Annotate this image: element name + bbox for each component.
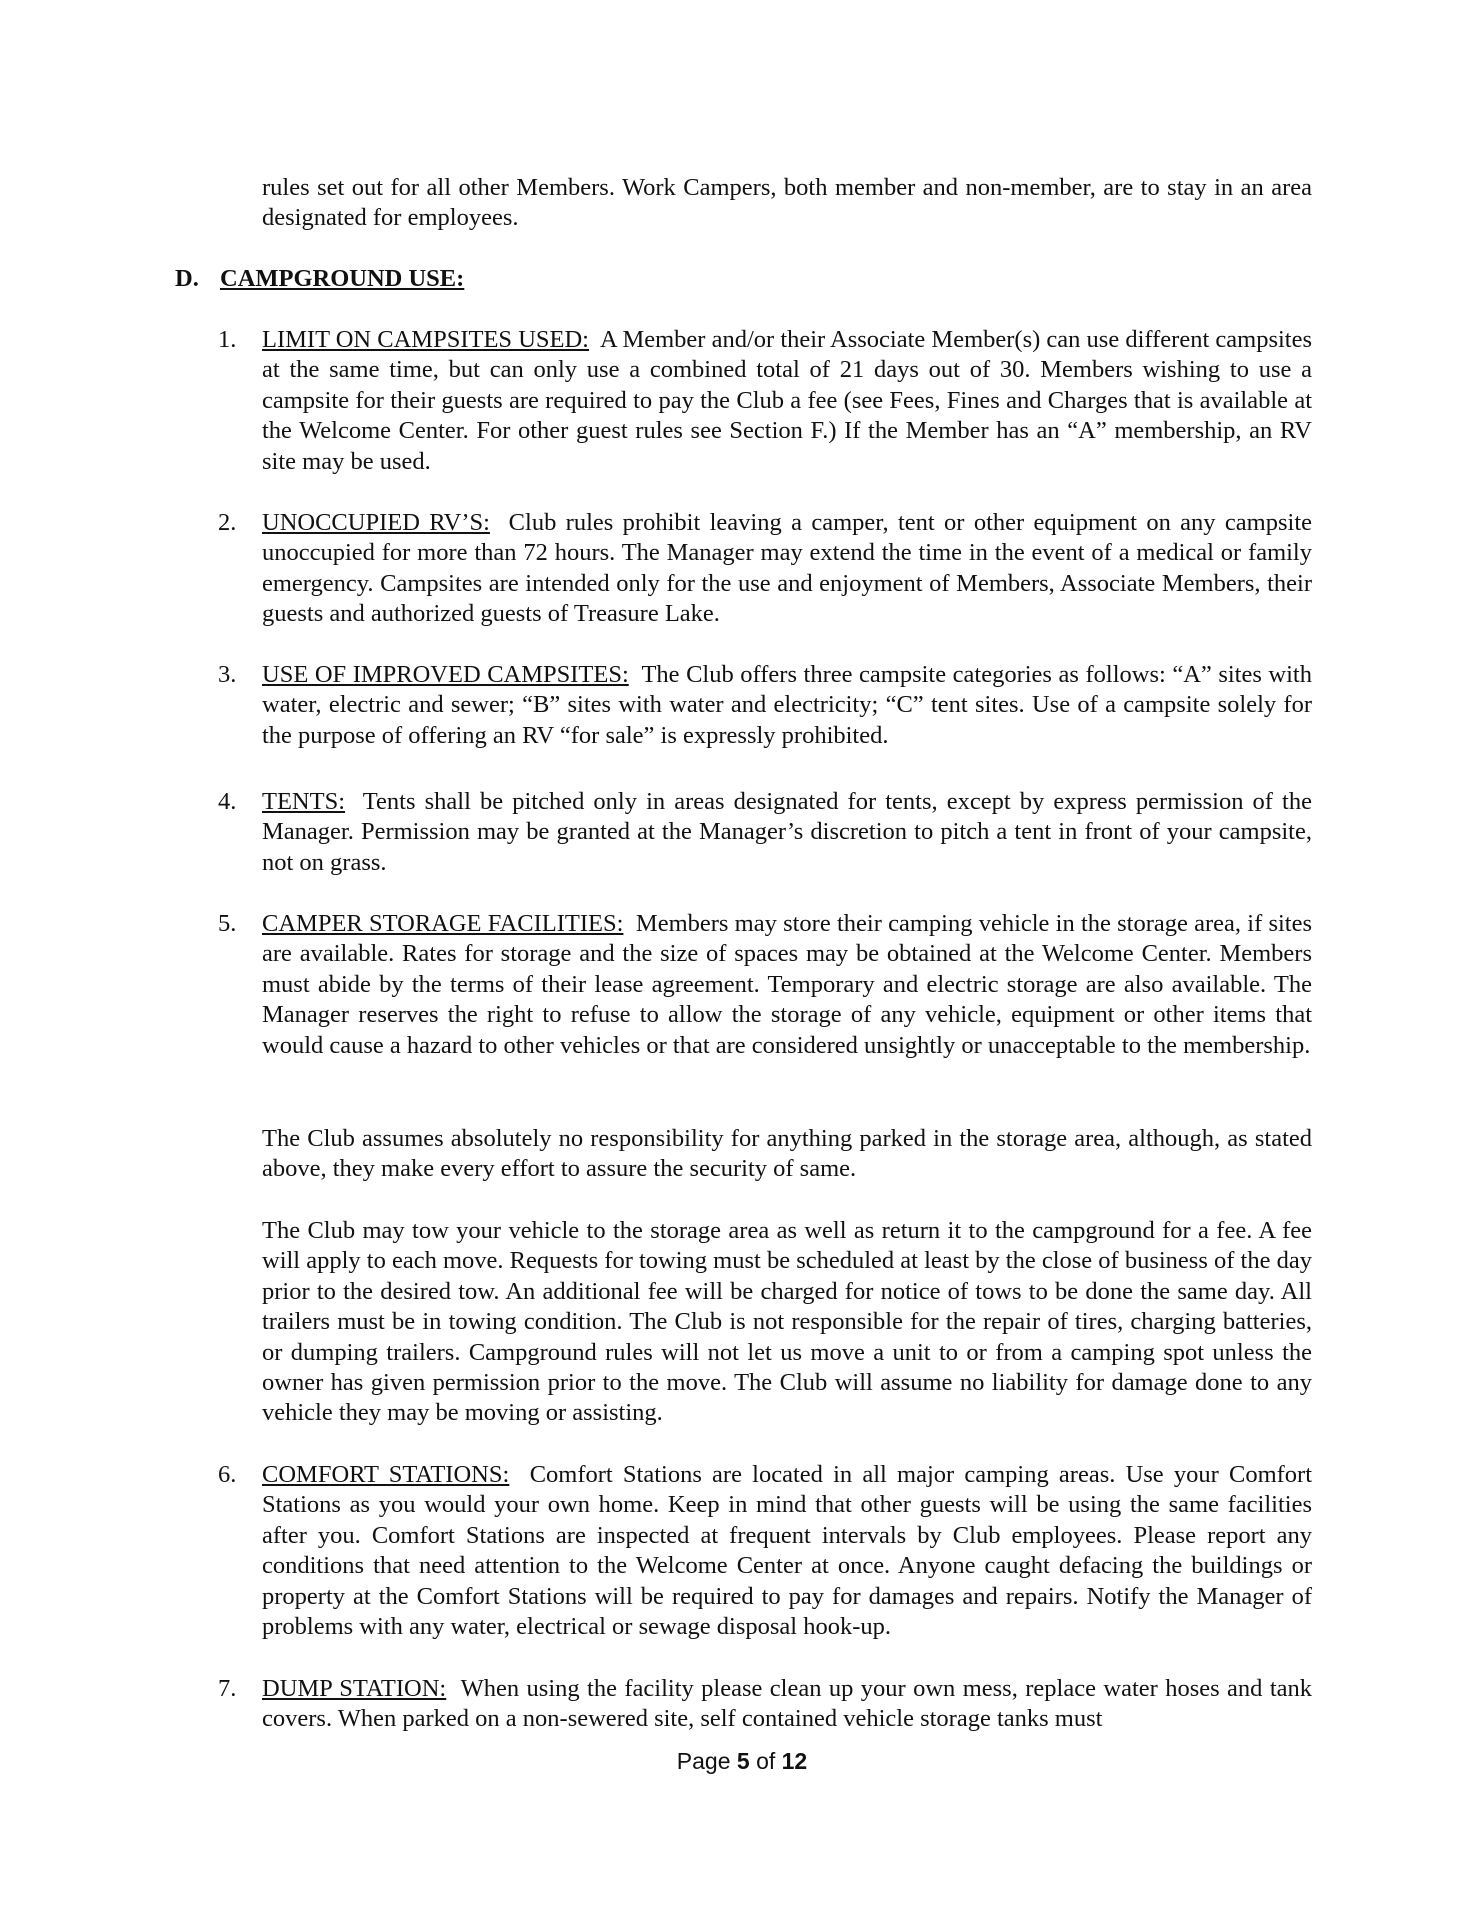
item-label: COMFORT STATIONS: bbox=[262, 1461, 510, 1488]
total-pages: 12 bbox=[781, 1748, 808, 1774]
item-label: TENTS: bbox=[262, 788, 346, 815]
page-footer bbox=[0, 1746, 1484, 1776]
section-letter: D. bbox=[175, 265, 199, 292]
item-label: USE OF IMPROVED CAMPSITES: bbox=[262, 661, 629, 688]
section-heading bbox=[175, 264, 464, 294]
item-body bbox=[262, 909, 1312, 1061]
item-number: 5. bbox=[218, 910, 237, 937]
item-number: 2. bbox=[218, 509, 237, 536]
item-label: LIMIT ON CAMPSITES USED: bbox=[262, 326, 589, 353]
of-word: of bbox=[756, 1748, 776, 1774]
item-body bbox=[262, 787, 1312, 878]
section-title: CAMPGROUND USE: bbox=[220, 265, 465, 292]
item-text: Members may store their camping vehicle in the storage area, if sites are available. Rates for storage and the size of spaces may be obtained at the Welcome Center. Members must abide by the terms of their lease agreement. Temporary and electric storage are also available. The Manager reserves the right to refuse to allow the storage of any vehicle, equipment or other items that would cause a hazard to other vehicles or that are considered unsightly or unacceptable to the membership. bbox=[262, 910, 1313, 1059]
item-number: 4. bbox=[218, 788, 237, 815]
item-text: Club rules prohibit leaving a camper, tent or other equipment on any campsite unoccupied for more than 72 hours. The Manager may extend the time in the event of a medical or family emergency. Campsites are intended only for the use and enjoyment of Members, Associate Members, their guests and authorized guests of Treasure Lake. bbox=[262, 509, 1313, 628]
item-label: DUMP STATION: bbox=[262, 1675, 447, 1702]
item-body bbox=[262, 325, 1312, 477]
page-word: Page bbox=[676, 1748, 731, 1774]
item-label: UNOCCUPIED RV’S: bbox=[262, 509, 490, 536]
page-number: 5 bbox=[736, 1748, 750, 1774]
item-text: When using the facility please clean up your own mess, replace water hoses and tank covers. When parked on a non-sewered site, self contained vehicle storage tanks must bbox=[262, 1675, 1313, 1733]
item-body bbox=[262, 1674, 1312, 1735]
item-label: CAMPER STORAGE FACILITIES: bbox=[262, 910, 624, 937]
item-paragraph: The Club may tow your vehicle to the storage area as well as return it to the campground for a fee. A fee will apply to each move. Requests for towing must be scheduled at least by the close of business of the day prior to the desired tow. An additional fee will be charged for notice of tows to be done the same day. All trailers must be in towing condition. The Club is not responsible for the repair of tires, charging batteries, or dumping trailers. Campground rules will not let us move a unit to or from a camping spot unless the owner has given permission prior to the move. The Club will assume no liability for damage done to any vehicle they may be moving or assisting. bbox=[262, 1217, 1312, 1427]
item-paragraph: The Club assumes absolutely no responsibility for anything parked in the storage area, although, as stated above, they make every effort to assure the security of same. bbox=[262, 1125, 1312, 1183]
item-text: Comfort Stations are located in all major camping areas. Use your Comfort Stations as you would your own home. Keep in mind that other guests will be using the same facilities after you. Comfort Stations are inspected at frequent intervals by Club employees. Please report any conditions that need attention to the Welcome Center at once. Anyone caught defacing the buildings or property at the Comfort Stations will be required to pay for damages and repairs. Notify the Manager of problems with any water, electrical or sewage disposal hook-up. bbox=[262, 1461, 1312, 1641]
item-number: 7. bbox=[218, 1675, 237, 1702]
item-number: 6. bbox=[218, 1461, 237, 1488]
item-number: 1. bbox=[218, 326, 237, 353]
item-text: The Club offers three campsite categories as follows: “A” sites with water, electric and sewer; “B” sites with water and electricity; “C” tent sites. Use of a campsite solely for the purpose of offering an RV “for sale” is expressly prohibited. bbox=[262, 661, 1312, 749]
item-body bbox=[262, 660, 1312, 751]
item-body bbox=[262, 1460, 1312, 1642]
item-number: 3. bbox=[218, 661, 237, 688]
intro-paragraph: rules set out for all other Members. Work Campers, both member and non-member, are to stay in an area designated for employees. bbox=[262, 174, 1312, 232]
item-body bbox=[262, 508, 1312, 630]
item-text: A Member and/or their Associate Member(s) can use different campsites at the same time, but can only use a combined total of 21 days out of 30. Members wishing to use a campsite for their guests are required to pay the Club a fee (see Fees, Fines and Charges that is available at the Welcome Center. For other guest rules see Section F.) If the Member has an “A” membership, an RV site may be used. bbox=[262, 326, 1313, 475]
item-text: Tents shall be pitched only in areas designated for tents, except by express permission of the Manager. Permission may be granted at the Manager’s discretion to pitch a tent in front of your campsite, not on grass. bbox=[262, 788, 1312, 876]
